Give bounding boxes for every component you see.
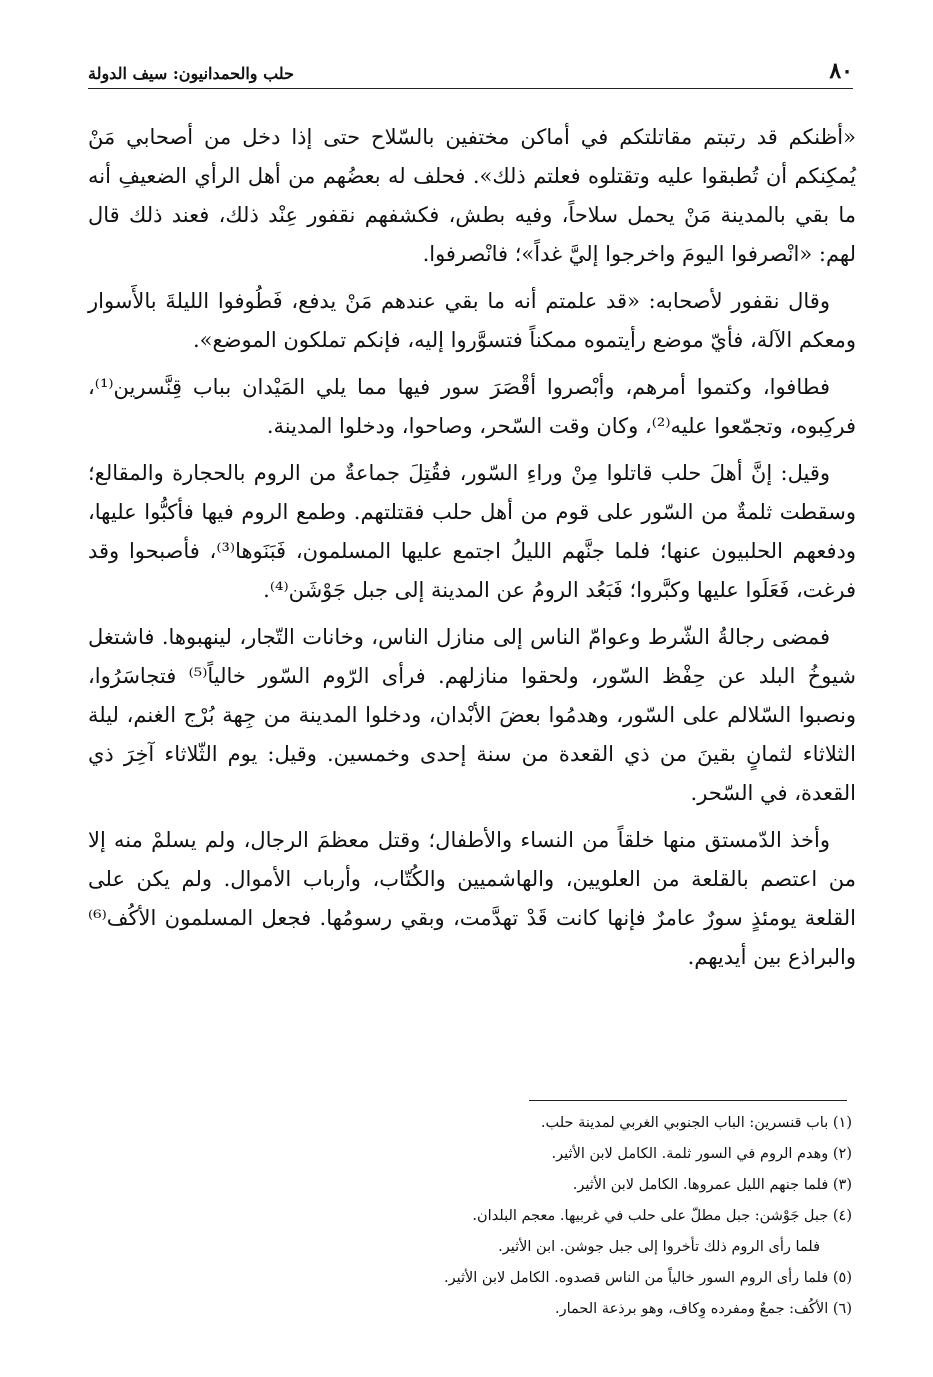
paragraph: وقال نقفور لأصحابه: «قد علمتم أنه ما بقي عندهم مَنْ يدفع، فَطُوفوا الليلةَ بالأَسوار ومعكم الآلة، فأيّ موضع رأيتموه ممكناً فتسوَّروا إليه، فإنكم تملكون الموضع». <box>88 289 856 352</box>
footnote: (٢) وهدم الروم في السور ثلمة. الكامل لابن الأثير. <box>551 1146 852 1162</box>
paragraph: فطافوا، وكتموا أمرهم، وأبْصروا أقْصَرَ سور فيها مما يلي المَيْدان بباب قِنَّسرين⁽¹⁾، فركِبوه، وتجمّعوا عليه⁽²⁾، وكان وقت السّحر، وصاحوا، ودخلوا المدينة. <box>88 375 856 438</box>
paragraph: وأخذ الدّمستق منها خلقاً من النساء والأطفال؛ وقتل معظمَ الرجال، ولم يسلمْ منه إلا من اعتصم بالقلعة من العلويين، والهاشميين والكُتّاب، وأرباب الأموال. ولم يكن على القلعة يومئذٍ سورٌ عامرٌ فإنها كانت قَدْ تهدَّمت، وبقي رسومُها. فجعل المسلمون الأكُف⁽⁶⁾ والبراذع بين أيديهم. <box>88 828 856 969</box>
paragraph: «أظنكم قد رتبتم مقاتلتكم في أماكن مختفين بالسّلاح حتى إذا دخل من أصحابي مَنْ يُمكِنكم أن تُطبقوا عليه وتقتلوه فعلتم ذلك». فحلف له بعضُهم من أهل الرأي الضعيفِ أنه ما بقي بالمدينة مَنْ يحمل سلاحاً، وفيه بطش، فكشفهم نقفور عِنْد ذلك، فعند ذلك قال لهم: «انْصرفوا اليومَ واخرجوا إليَّ غداً»؛ فانْصرفوا. <box>88 125 856 266</box>
footnote: (٦) الأكُف: جمعٌ ومفرده وِكاف، وهو برذعة الحمار. <box>554 1301 852 1317</box>
header-rule <box>88 88 853 89</box>
paragraph: فمضى رجالةُ الشّرط وعوامّ الناس إلى منازل الناس، وخانات التّجار، لينهبوها. فاشتغل شيوخُ البلد عن حِفْظ السّور، ولحقوا منازلهم. فرأى الرّوم السّور خالياً⁽⁵⁾ فتجاسَرُوا، ونصبوا السّلالم على السّور، وهدمُوا بعضَ الأبْدان، ودخلوا المدينة من جِهة بُرْج الغنم، ليلة الثلاثاء لثمانٍ بقينَ من ذي القعدة من سنة إحدى وخمسين. وقيل: يوم الثّلاثاء آخِرَ ذي القعدة، في السّحر. <box>88 625 856 805</box>
footnotes <box>300 1108 852 1325</box>
footnote: (٥) فلما رأى الروم السور خالياً من الناس قصدوه. الكامل لابن الأثير. <box>444 1270 852 1286</box>
footnote-continuation: فلما رأى الروم ذلك تأخروا إلى جبل جوشن. ابن الأثير. <box>498 1239 820 1255</box>
paragraph: وقيل: إنَّ أهلَ حلب قاتلوا مِنْ وراءِ السّور، فقُتِلَ جماعةٌ من الروم بالحجارة والمقالع؛ وسقطت ثلمةٌ من السّور على قوم من أهل حلب فقتلتهم. وطمع الروم فيها فأكبُّوا عليها، ودفعهم الحلبيون عنها؛ فلما جنَّهم الليلُ اجتمع عليها المسلمون، فَبَنَوها⁽³⁾، فأصبحوا وقد فرغت، فَعَلَوا عليها وكبَّروا؛ فَبَعُد الرومُ عن المدينة إلى جبل جَوْشَن⁽⁴⁾. <box>88 461 856 602</box>
footnote: (٣) فلما جنهم الليل عمروها. الكامل لابن الأثير. <box>572 1177 852 1193</box>
page-header <box>88 52 853 96</box>
main-text <box>88 118 856 985</box>
footnote-separator <box>529 1100 847 1101</box>
footnote: (٤) جبل جَوْشن: جبل مطلّ على حلب في غربيها. معجم البلدان. <box>472 1208 852 1224</box>
running-title: حلب والحمدانيون: سيف الدولة <box>88 64 302 83</box>
footnote: (١) باب قنسرين: الباب الجنوبي الغربي لمدينة حلب. <box>540 1115 852 1131</box>
page-number: ٨٠ <box>819 58 853 84</box>
